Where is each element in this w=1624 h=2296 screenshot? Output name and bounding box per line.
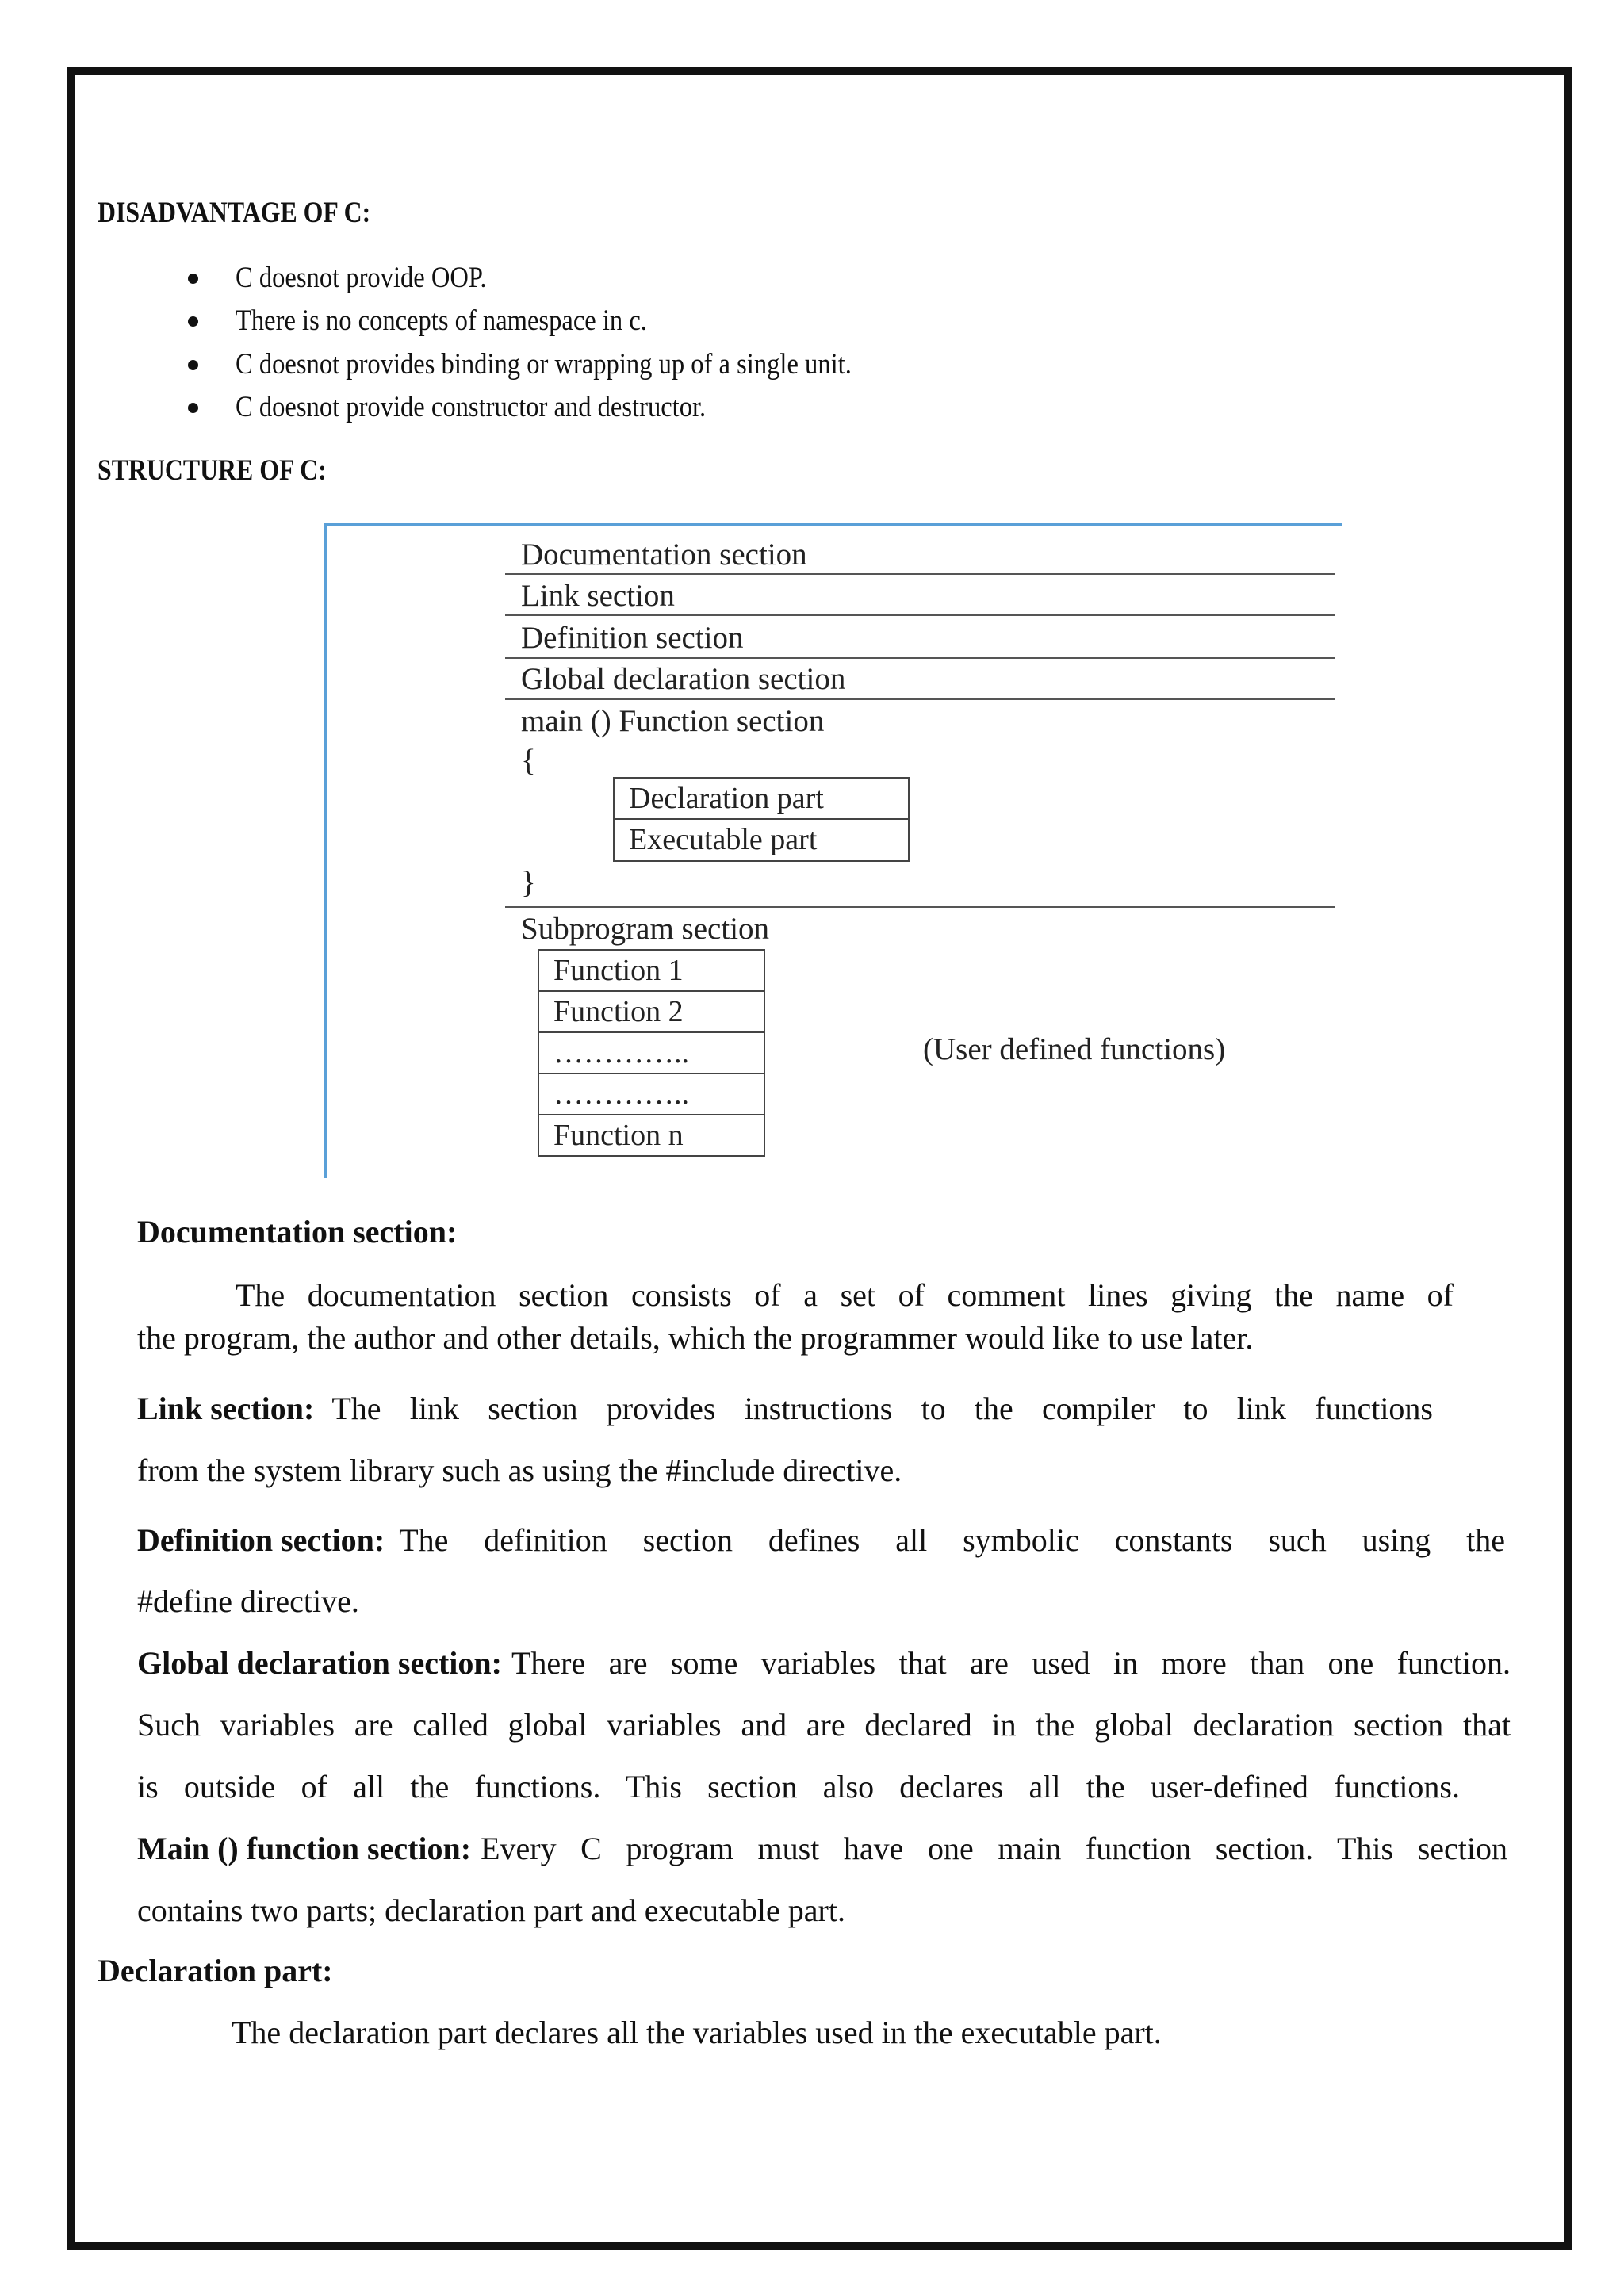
documentation-heading: Documentation section: [137,1214,458,1249]
list-item: There is no concepts of namespace in c. [236,304,647,337]
function-cell: ………….. [539,1074,764,1115]
divider [505,573,1335,575]
list-item: C doesnot provides binding or wrapping up of a single unit. [236,348,852,381]
paragraph-line: #define directive. [137,1583,359,1619]
global-paragraph-line [137,1640,1511,1687]
function-cell: Function n [553,1119,684,1152]
divider [505,906,1335,908]
list-item: C doesnot provide OOP. [236,262,487,294]
link-paragraph-line [137,1385,1433,1433]
paragraph-line: is outside of all the functions. This section also declares all the user-defined functions. [137,1769,1460,1804]
paragraph-line: contains two parts; declaration part and executable part. [137,1892,845,1928]
subprogram-section-label: Subprogram section [521,912,770,946]
function-cell: Function 2 [539,992,764,1033]
declaration-part-heading: Declaration part: [98,1953,333,1988]
definition-heading: Definition section: [137,1522,385,1558]
divider [505,614,1335,616]
close-brace: } [521,866,536,900]
main-parts-box [613,777,910,862]
bullet-icon [188,403,198,413]
divider [505,698,1335,700]
main-function-section-label: main () Function section [521,704,825,738]
paragraph-line: from the system library such as using the #include directive. [137,1452,902,1488]
functions-box [538,949,765,1157]
structure-heading: STRUCTURE OF C: [98,454,327,487]
definition-paragraph-line [137,1517,1505,1564]
link-heading: Link section: [137,1391,315,1426]
paragraph-line: The declaration part declares all the variables used in the executable part. [232,2015,1162,2050]
bullet-icon [188,316,198,327]
paragraph-line: The definition section defines all symbolic constants such using the [399,1522,1505,1558]
global-declaration-section-label: Global declaration section [521,662,846,696]
executable-part-cell: Executable part [629,823,818,856]
paragraph-line: The link section provides instructions to the compiler to link functions [331,1391,1433,1426]
user-defined-functions-note: (User defined functions) [923,1032,1226,1066]
paragraph-line: Such variables are called global variables and are declared in the global declaration section that [137,1707,1511,1743]
list-item: C doesnot provide constructor and destructor. [236,391,707,423]
function-cell: Function 1 [539,951,764,992]
diagram-top-border [325,523,1342,526]
main-heading: Main () function section: [137,1831,472,1866]
declaration-part-cell: Declaration part [615,779,908,820]
global-heading: Global declaration section: [137,1645,502,1681]
paragraph-line: The documentation section consists of a set of comment lines giving the name of [236,1277,1454,1313]
paragraph-line: There are some variables that are used in more than one function. [511,1645,1511,1681]
bullet-icon [188,274,198,284]
definition-section-label: Definition section [521,621,744,655]
function-cell: ………….. [539,1033,764,1074]
bullet-icon [188,360,198,370]
disadvantage-heading: DISADVANTAGE OF C: [98,197,371,229]
divider [505,657,1335,659]
main-paragraph-line [137,1825,1507,1873]
open-brace: { [521,744,536,778]
paragraph-line: the program, the author and other details, which the programmer would like to use later. [137,1320,1254,1356]
diagram-left-border [324,523,327,1178]
link-section-label: Link section [521,579,675,613]
documentation-section-label: Documentation section [521,538,807,572]
paragraph-line: Every C program must have one main function section. This section [481,1831,1507,1866]
